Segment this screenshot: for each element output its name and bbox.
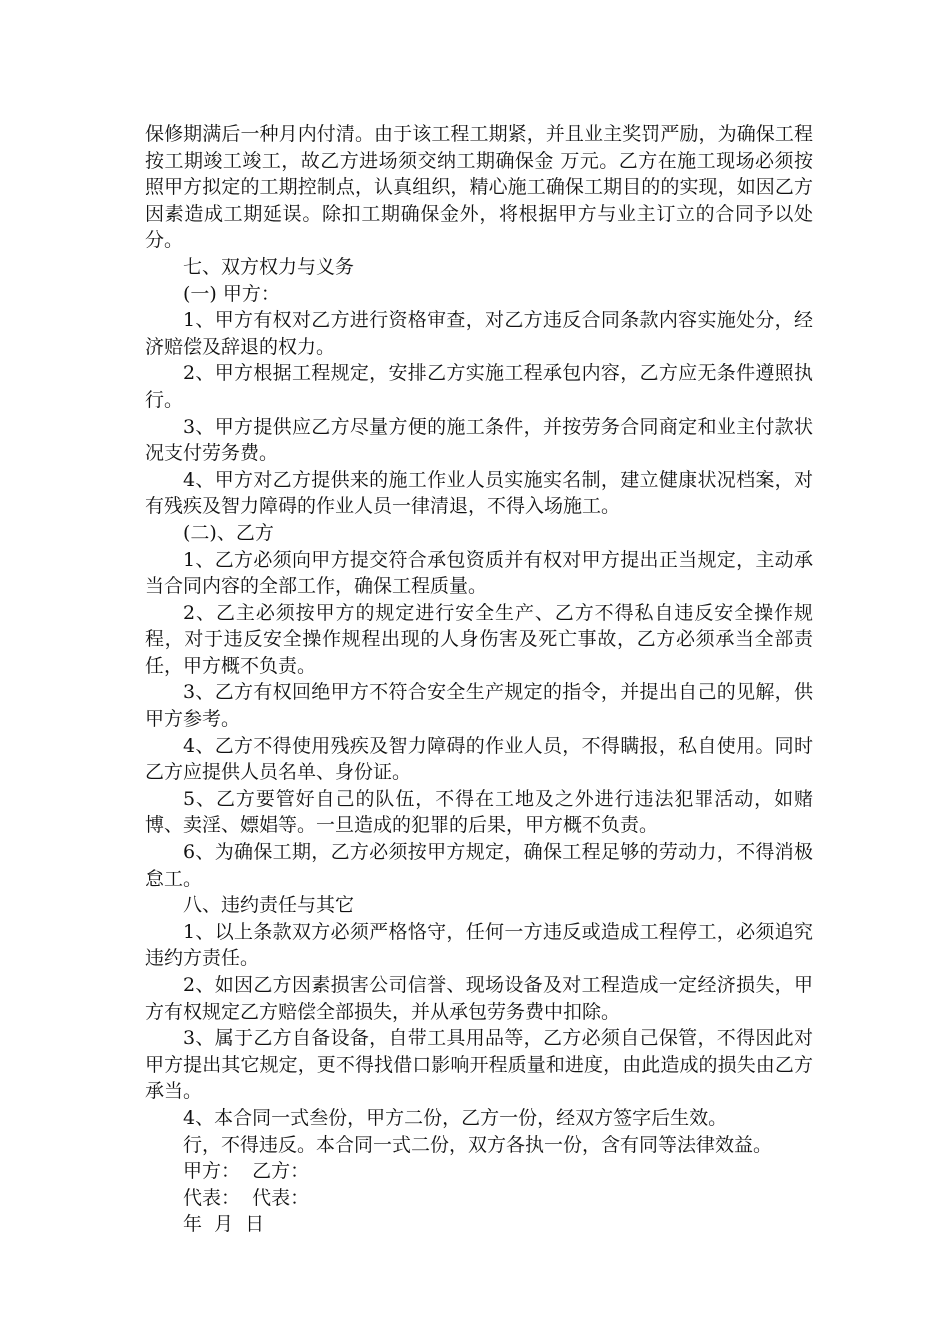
contract-body [145, 121, 813, 1158]
subsection-heading-party-b: (二)、乙方 [183, 521, 274, 544]
clause-party-b-5: 5、乙方要管好自己的队伍，不得在工地及之外进行违法犯罪活动，如赌博、卖淫、嫖娼等。一旦造成的犯罪的后果，甲方概不负责。 [145, 787, 813, 837]
signature-representatives-line: 代表： 代表： [183, 1186, 310, 1209]
signature-date-line: 年 月 日 [183, 1213, 265, 1236]
clause-breach-4: 4、本合同一式叁份，甲方二份，乙方一份，经双方签字后生效。 [183, 1106, 728, 1129]
closing-paragraph: 行，不得违反。本合同一式二份，双方各执一份，含有同等法律效益。 [183, 1133, 773, 1156]
clause-breach-3: 3、属于乙方自备设备，自带工具用品等，乙方必须自己保管，不得因此对甲方提出其它规定，更不得找借口影响开程质量和进度，由此造成的损失由乙方承当。 [145, 1027, 813, 1103]
clause-party-b-1: 1、乙方必须向甲方提交符合承包资质并有权对甲方提出正当规定，主动承当合同内容的全部工作，确保工程质量。 [145, 548, 813, 598]
clause-party-b-3: 3、乙方有权回绝甲方不符合安全生产规定的指令，并提出自己的见解，供甲方参考。 [145, 681, 813, 731]
subsection-heading-party-a: (一) 甲方： [183, 282, 280, 305]
clause-breach-1: 1、以上条款双方必须严格恪守，任何一方违反或造成工程停工，必须追究违约方责任。 [145, 920, 813, 970]
clause-breach-2: 2、如因乙方因素损害公司信誉、现场设备及对工程造成一定经济损失，甲方有权规定乙方赔偿全部损失，并从承包劳务费中扣除。 [145, 974, 813, 1023]
clause-party-a-3: 3、甲方提供应乙方尽量方便的施工条件，并按劳务合同商定和业主付款状况支付劳务费。 [145, 415, 813, 465]
paragraph: 保修期满后一种月内付清。由于该工程工期紧，并且业主奖罚严励，为确保工程按工期竣工竣工，故乙方进场须交纳工期确保金 万元。乙方在施工现场必须按照甲方拟定的工期控制点，认真组织，精心施工确保工期目的的实现，如因乙方因素造成工期延误。除扣工期确保金外，将根据甲方与业主订立的合同予以处分。 [145, 123, 813, 252]
section-heading-breach: 八、违约责任与其它 [183, 894, 355, 917]
signature-block [145, 1158, 813, 1238]
signature-parties-line: 甲方： 乙方： [183, 1160, 310, 1183]
clause-party-a-4: 4、甲方对乙方提供来的施工作业人员实施实名制，建立健康状况档案，对有残疾及智力障碍的作业人员一律清退，不得入场施工。 [145, 468, 813, 518]
clause-party-a-1: 1、甲方有权对乙方进行资格审查，对乙方违反合同条款内容实施处分，经济赔偿及辞退的权力。 [145, 309, 813, 358]
clause-party-a-2: 2、甲方根据工程规定，安排乙方实施工程承包内容，乙方应无条件遵照执行。 [145, 362, 813, 411]
clause-party-b-4: 4、乙方不得使用残疾及智力障碍的作业人员，不得瞒报，私自使用。同时乙方应提供人员名单、身份证。 [145, 734, 813, 784]
clause-party-b-2: 2、乙主必须按甲方的规定进行安全生产、乙方不得私自违反安全操作规程，对于违反安全操作规程出现的人身伤害及死亡事故，乙方必须承当全部责任，甲方概不负责。 [145, 601, 813, 677]
clause-party-b-6: 6、为确保工期，乙方必须按甲方规定，确保工程足够的劳动力，不得消极怠工。 [145, 841, 813, 890]
document-page [145, 121, 813, 1238]
section-heading-rights-obligations: 七、双方权力与义务 [183, 255, 355, 278]
